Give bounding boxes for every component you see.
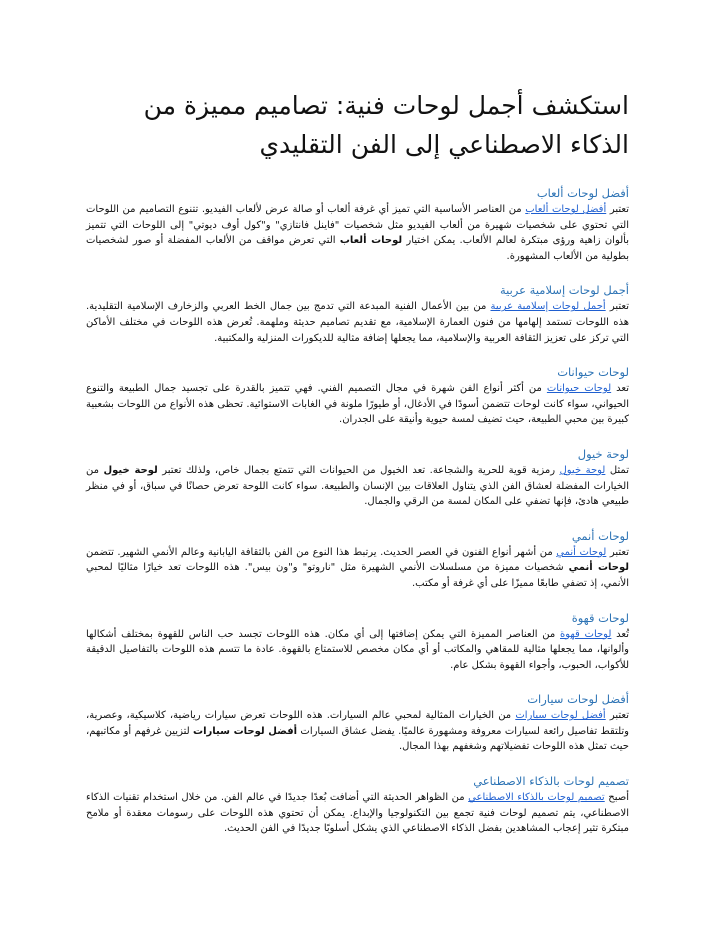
section-islamic-paintings — [86, 283, 629, 346]
paragraph-text: تعتبر — [605, 301, 629, 313]
section-paragraph — [86, 202, 629, 264]
paragraph-text: من بين الأعمال الفنية المبدعة التي تدمج بين جمال الخط العربي والزخارف الإسلامية التقليدية. هذه اللوحات تستمد إلهامها من فنون العمارة الإسلامية، مع تقديم تصاميم حديثة وملهمة. تُعرض هذه اللوحات في مختلف الأماكن التي تركز على تعزيز الثقافة العربية والإسلامية، مما يجعلها إضافة مثالية للديكورات المنزلية والمكتبية. — [86, 301, 629, 344]
section-paragraph — [86, 708, 629, 755]
section-heading: أفضل لوحات ألعاب — [536, 186, 629, 200]
section-heading: لوحات أنمي — [571, 528, 629, 543]
page-title: استكشف أجمل لوحات فنية: تصاميم مميزة من الذكاء الاصطناعي إلى الفن التقليدي — [143, 91, 629, 159]
paragraph-text: تُعد — [611, 628, 629, 640]
section-link[interactable]: لوحة خيول — [559, 464, 606, 476]
section-paragraph — [86, 545, 629, 592]
paragraph-text: تعتبر — [605, 710, 630, 722]
section-heading: أجمل لوحات إسلامية عربية — [499, 283, 629, 298]
paragraph-text: تمثل — [605, 464, 629, 476]
section-link[interactable]: لوحات أنمي — [556, 546, 607, 558]
section-heading: أفضل لوحات سيارات — [527, 692, 629, 707]
section-link[interactable]: أفضل لوحات سيارات — [515, 710, 606, 722]
section-horse-painting — [86, 447, 629, 510]
bold-keyword: لوحات ألعاب — [339, 235, 403, 247]
bold-keyword: لوحة خيول — [103, 464, 158, 476]
section-animal-paintings — [86, 365, 629, 428]
section-paragraph — [86, 627, 629, 674]
paragraph-text: التي تعرض مواقف من الألعاب المفضلة أو صور لشخصيات بطولية من الألعاب المشهورة. — [86, 235, 629, 262]
section-link[interactable]: لوحات قهوة — [560, 628, 612, 640]
section-car-paintings — [86, 692, 629, 755]
section-ai-paintings — [86, 774, 629, 837]
section-paragraph — [86, 463, 629, 510]
section-gaming-paintings — [86, 186, 629, 264]
section-paragraph — [86, 299, 629, 346]
section-paragraph — [86, 381, 629, 428]
paragraph-text: لتزيين غرفهم أو مكاتبهم، حيث تمثل هذه اللوحات تفضيلاتهم وشغفهم بهذا المجال. — [86, 725, 629, 753]
paragraph-text: من الخيارات المفضلة لعشاق الفن الذي يتناول العلاقات بين الإنسان والطبيعة. سواء كانت اللوحة تعرض حصانًا في سباق، أو في منظر طبيعي هادئ، فإنها تضفي على المكان لمسة من الرقي والجمال. — [86, 464, 629, 508]
section-link[interactable]: تصميم لوحات بالذكاء الاصطناعي — [468, 792, 605, 804]
section-heading: لوحة خيول — [577, 446, 629, 461]
paragraph-text: شخصيات مميزة من مسلسلات الأنمي الشهيرة مثل "ناروتو" و"ون بيس". هذه اللوحات تعد خيارًا مثاليًا لمحبي الأنمي، إذ تضفي طابعًا مميزًا على أي غرفة أو مكتب. — [86, 562, 629, 589]
paragraph-text: من العناصر الأساسية التي تميز أي غرفة ألعاب أو صالة عرض لألعاب الفيديو. تتنوع التصاميم من اللوحات التي تحتوي على شخصيات شهيرة من ألعاب الفيديو مثل شخصيات "فاينل فانتازي" و"كول أوف ديوتي" إلى اللوحات التي تتميز بألوان زاهية ورؤى مبتكرة لعالم الألعاب. يمكن اختيار — [86, 204, 629, 247]
paragraph-text: من الظواهر الحديثة التي أضافت بُعدًا جديدًا في عالم الفن. من خلال استخدام تقنيات الذكاء الاصطناعي، يتم تصميم لوحات فنية تجمع بين التكنولوجيا والإبداع. يمكن أن تحتوي هذه اللوحات على رسومات معقدة أو ملامح مبتكرة تثير إعجاب المشاهدين بفضل الذكاء الاصطناعي الذي يشكل أسلوبًا جديدًا في الفن الحديث. — [86, 792, 629, 835]
section-heading: لوحات حيوانات — [557, 365, 629, 380]
paragraph-text: رمزية قوية للحرية والشجاعة. تعد الخيول من الحيوانات التي تتمتع بجمال خاص، ولذلك تعتبر — [157, 464, 560, 476]
bold-keyword: لوحات أنمي — [568, 562, 629, 574]
section-link[interactable]: أجمل لوحات إسلامية عربية — [490, 301, 606, 313]
section-heading: لوحات قهوة — [571, 610, 629, 625]
section-link[interactable]: لوحات حيوانات — [546, 383, 612, 395]
paragraph-text: من أشهر أنواع الفنون في العصر الحديث. يرتبط هذا النوع من الفن بالثقافة اليابانية وعالم الأنمي الشهير. تتضمن — [86, 546, 557, 558]
paragraph-text: تعد — [611, 383, 629, 395]
paragraph-text: أصبح — [604, 792, 630, 804]
paragraph-text: من العناصر المميزة التي يمكن إضافتها إلى أي مكان. هذه اللوحات تجسد حب الناس للقهوة بمختلف أشكالها وألوانها، مما يجعلها مثالية للمقاهي والمكاتب أو أي مكان مخصص للاستمتاع بالقهوة. عادة ما تتسم هذه اللوحات بالتفاصيل الدقيقة للأكواب، الحبوب، وأجواء القهوة بشكل عام. — [86, 628, 629, 671]
section-link[interactable]: أفضل لوحات ألعاب — [525, 204, 607, 215]
section-heading: تصميم لوحات بالذكاء الاصطناعي — [473, 774, 629, 789]
bold-keyword: أفضل لوحات سيارات — [193, 725, 298, 737]
paragraph-text: تعتبر — [606, 546, 630, 558]
paragraph-text: من أكثر أنواع الفن شهرة في مجال التصميم الفني. فهي تتميز بالقدرة على تجسيد جمال الطبيعة والتنوع الحيواني، سواء كانت لوحات تتضمن أسودًا في الأدغال، أو طيورًا ملونة في الغابات الاستوائية. تحظى هذه الأنواع من اللوحات بشعبية كبيرة بين محبي الطبيعة، حيث تضيف لمسة حيوية وأنيقة على الجدران. — [86, 383, 629, 426]
section-paragraph — [86, 790, 629, 837]
section-anime-paintings — [86, 529, 629, 592]
paragraph-text: من الخيارات المثالية لمحبي عالم السيارات. هذه اللوحات تعرض سيارات رياضية، كلاسيكية، وعصرية، وتلتقط تفاصيل رائعة لسيارات معروفة ومشهورة عالميًا. يفضل عشاق السيارات — [86, 710, 629, 737]
paragraph-text: تعتبر — [606, 204, 629, 215]
section-coffee-paintings — [86, 611, 629, 674]
